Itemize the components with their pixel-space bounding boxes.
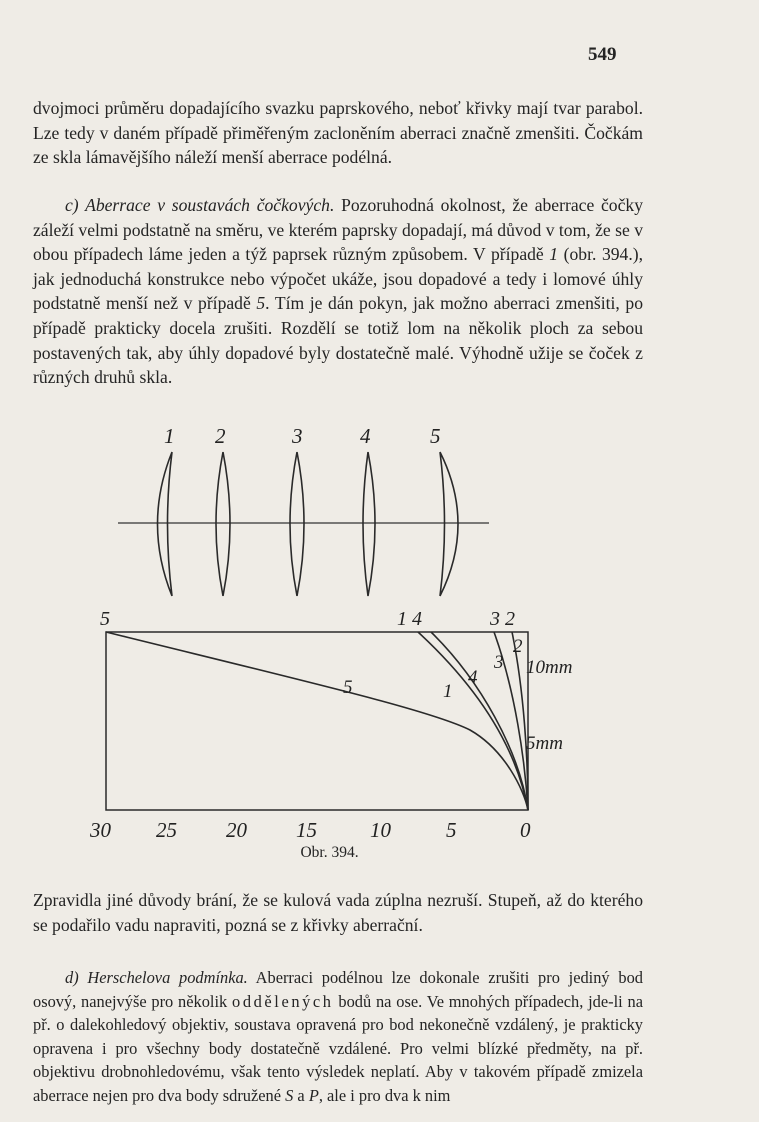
lens-label: 2 bbox=[215, 424, 226, 448]
paragraph-herschel-condition bbox=[33, 966, 643, 1108]
paragraph-text: (obr. 394.), jak jednoduchá konstrukce nebo výpočet ukáže, jsou dopadové a tedy i lomové úhly podstatně menší než v případě bbox=[33, 244, 643, 314]
paragraph-text: Pozoruhodná okolnost, že aberrace čočky záleží velmi podstatně na směru, ve kterém paprsky dopadají, má důvod v tom, že se v obou případech láme jeden a týž paprsek různým způsobem. V případě bbox=[33, 195, 643, 265]
paragraph-text: Aberraci podélnou lze dokonale zrušiti pro jediný bod osový, nanejvýše pro několik bbox=[33, 968, 643, 1011]
curve-label: 1 bbox=[443, 681, 453, 702]
mm-label-5: 5mm bbox=[526, 733, 563, 754]
x-tick-label: 30 bbox=[90, 818, 111, 842]
paragraph-text: , ale i pro dva k nim bbox=[318, 1085, 451, 1105]
curve-label: 5 bbox=[343, 677, 353, 698]
x-tick-label: 20 bbox=[226, 818, 247, 842]
x-tick-label: 10 bbox=[370, 818, 391, 842]
mm-label-10: 10mm bbox=[526, 657, 573, 678]
curve-label: 2 bbox=[513, 636, 523, 657]
paragraph-text: . Tím je dán pokyn, jak možno aberraci zmenšiti, po případě prakticky docela zrušiti. Rozdělí se totiž lom na několik ploch za sebou postavených tak, aby úhly dopadové byly dostatečně malé. Výhodně užije se čoček z různých druhů skla. bbox=[33, 293, 643, 388]
paragraph-text: a bbox=[293, 1085, 309, 1105]
x-tick-label: 25 bbox=[156, 818, 177, 842]
case-number: 5 bbox=[256, 293, 266, 314]
section-heading-c: c) Aberrace v soustavách čočkových. bbox=[65, 195, 335, 215]
lens-label: 1 bbox=[164, 424, 175, 448]
paragraph-correction-degree: Zpravidla jiné důvody brání, že se kulová vada zúplna nezruší. Stupeň, až do kterého se podařilo vadu napraviti, pozná se z křivky aberrační. bbox=[33, 890, 643, 935]
graph-top-label: 5 bbox=[100, 608, 110, 630]
curve-label: 3 bbox=[494, 652, 504, 673]
lens-label: 3 bbox=[292, 424, 303, 448]
lens-label: 5 bbox=[430, 424, 441, 448]
variable-P: P bbox=[308, 1085, 319, 1105]
lens-3 bbox=[290, 452, 304, 596]
lens-1 bbox=[158, 452, 173, 596]
lens-4 bbox=[363, 452, 375, 596]
lens-5 bbox=[440, 452, 458, 596]
x-tick-label: 0 bbox=[520, 818, 531, 842]
case-number: 1 bbox=[549, 244, 559, 265]
section-heading-d: d) Herschelova podmínka. bbox=[65, 968, 248, 987]
aberration-graph-frame bbox=[106, 632, 528, 810]
graph-top-label: 3 2 bbox=[490, 608, 515, 630]
variable-S: S bbox=[285, 1085, 294, 1105]
lens-2 bbox=[216, 452, 230, 596]
graph-top-label: 1 4 bbox=[397, 608, 422, 630]
lens-label: 4 bbox=[360, 424, 371, 448]
page-number: 549 bbox=[588, 44, 617, 65]
x-tick-label: 15 bbox=[296, 818, 317, 842]
paragraph-text: bodů na ose. Ve mnohých případech, jde-li na př. o dalekohledový objektiv, soustava opravená pro bod nekonečně vzdálený, je prakticky opravena i pro všechny body dostatečně vzdálené. Pro velmi blízké předměty, na př. objektivu drobnohledovému, však tento výsledek neplatí. Aby v takovém případě zmizela aberrace nejen pro dva body sdružené bbox=[33, 991, 643, 1105]
spaced-emphasis: oddělených bbox=[232, 991, 334, 1011]
curve-label: 4 bbox=[468, 667, 478, 688]
aberration-curve-1 bbox=[418, 632, 528, 810]
figure-caption: Obr. 394. bbox=[300, 844, 359, 861]
aberration-curve-5 bbox=[106, 632, 528, 810]
paragraph-spherical-aberration: dvojmoci průměru dopadajícího svazku paprskového, neboť křivky mají tvar parabol. Lze tedy v daném případě přiměřeným zacloněním aberraci značně zmenšiti. Čočkám ze skla lámavějšího náleží menší aberrace podélná. bbox=[33, 98, 643, 168]
x-tick-label: 5 bbox=[446, 818, 457, 842]
